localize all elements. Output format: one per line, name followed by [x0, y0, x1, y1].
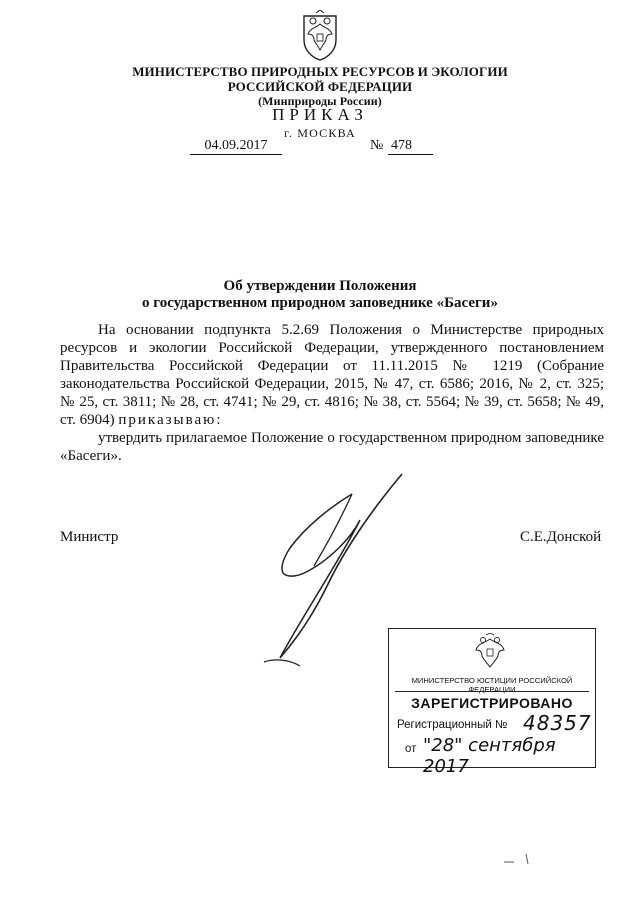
body-line-1: На основании подпункта 5.2.69 Положения о Министерстве природных: [98, 322, 604, 338]
body-line-6: [60, 411, 604, 429]
document-number: 478: [388, 138, 433, 155]
title-line1: Об утверждении Положения: [223, 278, 417, 294]
stamp-coat-of-arms-icon: [469, 633, 511, 673]
body-line-3: Правительства Российской Федерации от 11.11.2015 № 1219 (Собрание: [60, 358, 604, 374]
title-line2: о государственном природном заповеднике «Басеги»: [142, 295, 498, 311]
signatory-position: Министр: [60, 529, 119, 545]
stamp-divider: [395, 691, 589, 692]
ministry-name-line2: РОССИЙСКОЙ ФЕДЕРАЦИИ: [227, 79, 413, 94]
city: г. МОСКВА: [284, 126, 356, 140]
order-word: приказываю:: [118, 412, 223, 428]
ministry-short-name: (Минприроды России): [258, 94, 382, 108]
body-line-6-text: ст. 6904): [60, 412, 115, 428]
coat-of-arms-icon: [296, 10, 344, 62]
margin-marks: [500, 850, 540, 870]
stamp-status: ЗАРЕГИСТРИРОВАНО: [411, 695, 573, 711]
document-type: ПРИКАЗ: [272, 105, 368, 124]
document-date: 04.09.2017: [190, 138, 282, 155]
body-line-8: «Басеги».: [60, 448, 122, 464]
signatory-name: С.Е.Донской: [520, 529, 602, 545]
registration-stamp: [388, 628, 596, 777]
stamp-reg-label: Регистрационный №: [397, 719, 508, 731]
body-line-7: утвердить прилагаемое Положение о государственном природном заповеднике: [98, 430, 604, 446]
stamp-ministry: МИНИСТЕРСТВО ЮСТИЦИИ РОССИЙСКОЙ ФЕДЕРАЦИИ: [411, 676, 573, 694]
body-line-2: ресурсов и экологии Российской Федерации, утвержденного постановлением: [60, 340, 604, 356]
stamp-reg-date: "28" сентября 2017: [423, 735, 556, 777]
ministry-name-line1: МИНИСТЕРСТВО ПРИРОДНЫХ РЕСУРСОВ И ЭКОЛОГИИ: [132, 64, 508, 79]
body-line-5: № 25, ст. 3811; № 28, ст. 4741; № 29, ст. 4816; № 38, ст. 5564; № 39, ст. 5658; № 49,: [60, 394, 604, 410]
body-line-4: законодательства Российской Федерации, 2015, № 47, ст. 6586; 2016, № 2, ст. 325;: [60, 376, 604, 392]
stamp-reg-number: 48357: [523, 711, 592, 735]
number-label: №: [370, 138, 384, 153]
stamp-from-label: от: [405, 743, 417, 755]
